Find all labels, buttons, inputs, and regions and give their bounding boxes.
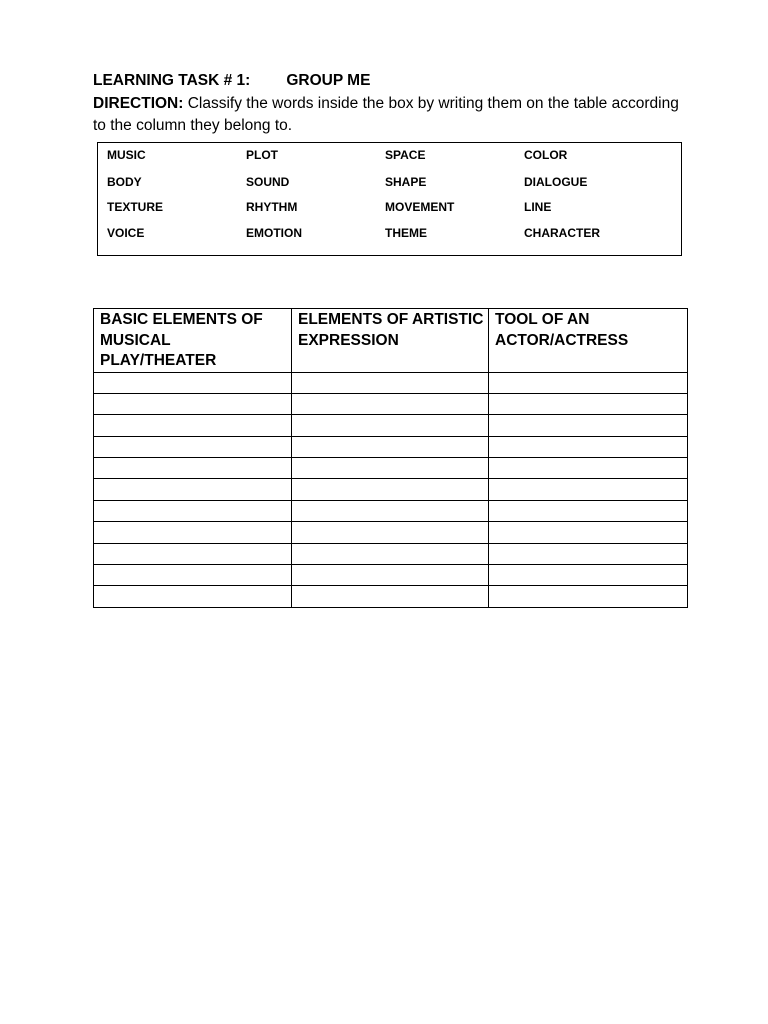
answer-cell[interactable] xyxy=(94,522,292,543)
word-item: TEXTURE xyxy=(107,200,164,214)
direction-text xyxy=(93,93,693,138)
header-line: EXPRESSION xyxy=(298,331,399,349)
table-row xyxy=(94,543,688,564)
header-line: TOOL OF AN xyxy=(495,311,590,328)
word-item: EMOTION xyxy=(246,226,302,240)
answer-cell[interactable] xyxy=(292,415,489,436)
answer-cell[interactable] xyxy=(94,393,292,414)
answer-cell[interactable] xyxy=(292,543,489,564)
word-item: BODY xyxy=(107,175,142,189)
answer-cell[interactable] xyxy=(94,372,292,393)
answer-cell[interactable] xyxy=(292,586,489,607)
word-item: SOUND xyxy=(246,175,290,189)
word-item: THEME xyxy=(385,226,427,240)
column-header-basic-elements xyxy=(94,309,292,373)
table-header-row xyxy=(94,309,688,373)
answer-cell[interactable] xyxy=(489,458,688,479)
answer-cell[interactable] xyxy=(292,436,489,457)
direction-label: DIRECTION: xyxy=(93,94,184,112)
answer-cell[interactable] xyxy=(94,500,292,521)
table-row xyxy=(94,586,688,607)
table-row xyxy=(94,415,688,436)
table-row xyxy=(94,393,688,414)
word-box xyxy=(97,142,682,256)
answer-cell[interactable] xyxy=(292,393,489,414)
answer-cell[interactable] xyxy=(489,543,688,564)
word-item: CHARACTER xyxy=(524,226,600,240)
column-header-actor-tools xyxy=(489,309,688,373)
answer-cell[interactable] xyxy=(489,500,688,521)
table-row xyxy=(94,522,688,543)
direction-body: Classify the words inside the box by writing them on the table according to the column they belong to. xyxy=(93,94,679,134)
table-row xyxy=(94,500,688,521)
table-row xyxy=(94,565,688,586)
answer-cell[interactable] xyxy=(489,586,688,607)
answer-cell[interactable] xyxy=(292,565,489,586)
word-item: MOVEMENT xyxy=(385,200,455,214)
answer-cell[interactable] xyxy=(292,522,489,543)
table-row xyxy=(94,479,688,500)
word-item: MUSIC xyxy=(107,148,146,162)
answer-cell[interactable] xyxy=(489,479,688,500)
answer-cell[interactable] xyxy=(292,458,489,479)
task-title-line xyxy=(93,70,693,93)
column-header-artistic-expression xyxy=(292,309,489,373)
answer-cell[interactable] xyxy=(94,543,292,564)
answer-cell[interactable] xyxy=(94,458,292,479)
answer-cell[interactable] xyxy=(292,372,489,393)
answer-cell[interactable] xyxy=(94,565,292,586)
answer-cell[interactable] xyxy=(489,436,688,457)
answer-cell[interactable] xyxy=(489,565,688,586)
answer-cell[interactable] xyxy=(489,522,688,543)
word-item: SHAPE xyxy=(385,175,427,189)
answer-cell[interactable] xyxy=(489,415,688,436)
word-item: COLOR xyxy=(524,148,568,162)
word-item: LINE xyxy=(524,200,552,214)
answer-cell[interactable] xyxy=(489,372,688,393)
answer-cell[interactable] xyxy=(94,436,292,457)
word-item: VOICE xyxy=(107,226,145,240)
word-item: DIALOGUE xyxy=(524,175,588,189)
task-label: LEARNING TASK # 1: xyxy=(93,72,251,89)
header-line: MUSICAL PLAY/THEATER xyxy=(100,331,217,369)
header-line: ELEMENTS OF ARTISTIC xyxy=(298,311,484,328)
table-body xyxy=(94,372,688,607)
header-line: ACTOR/ACTRESS xyxy=(495,331,629,349)
classification-table xyxy=(93,308,688,608)
table-row xyxy=(94,436,688,457)
answer-cell[interactable] xyxy=(292,500,489,521)
answer-cell[interactable] xyxy=(94,479,292,500)
answer-cell[interactable] xyxy=(292,479,489,500)
answer-cell[interactable] xyxy=(94,586,292,607)
word-item: PLOT xyxy=(246,148,278,162)
task-heading xyxy=(93,70,693,138)
answer-cell[interactable] xyxy=(489,393,688,414)
task-name: GROUP ME xyxy=(286,72,371,89)
table-row xyxy=(94,372,688,393)
table-row xyxy=(94,458,688,479)
word-item: SPACE xyxy=(385,148,426,162)
header-line: BASIC ELEMENTS OF xyxy=(100,311,263,328)
answer-cell[interactable] xyxy=(94,415,292,436)
word-item: RHYTHM xyxy=(246,200,298,214)
